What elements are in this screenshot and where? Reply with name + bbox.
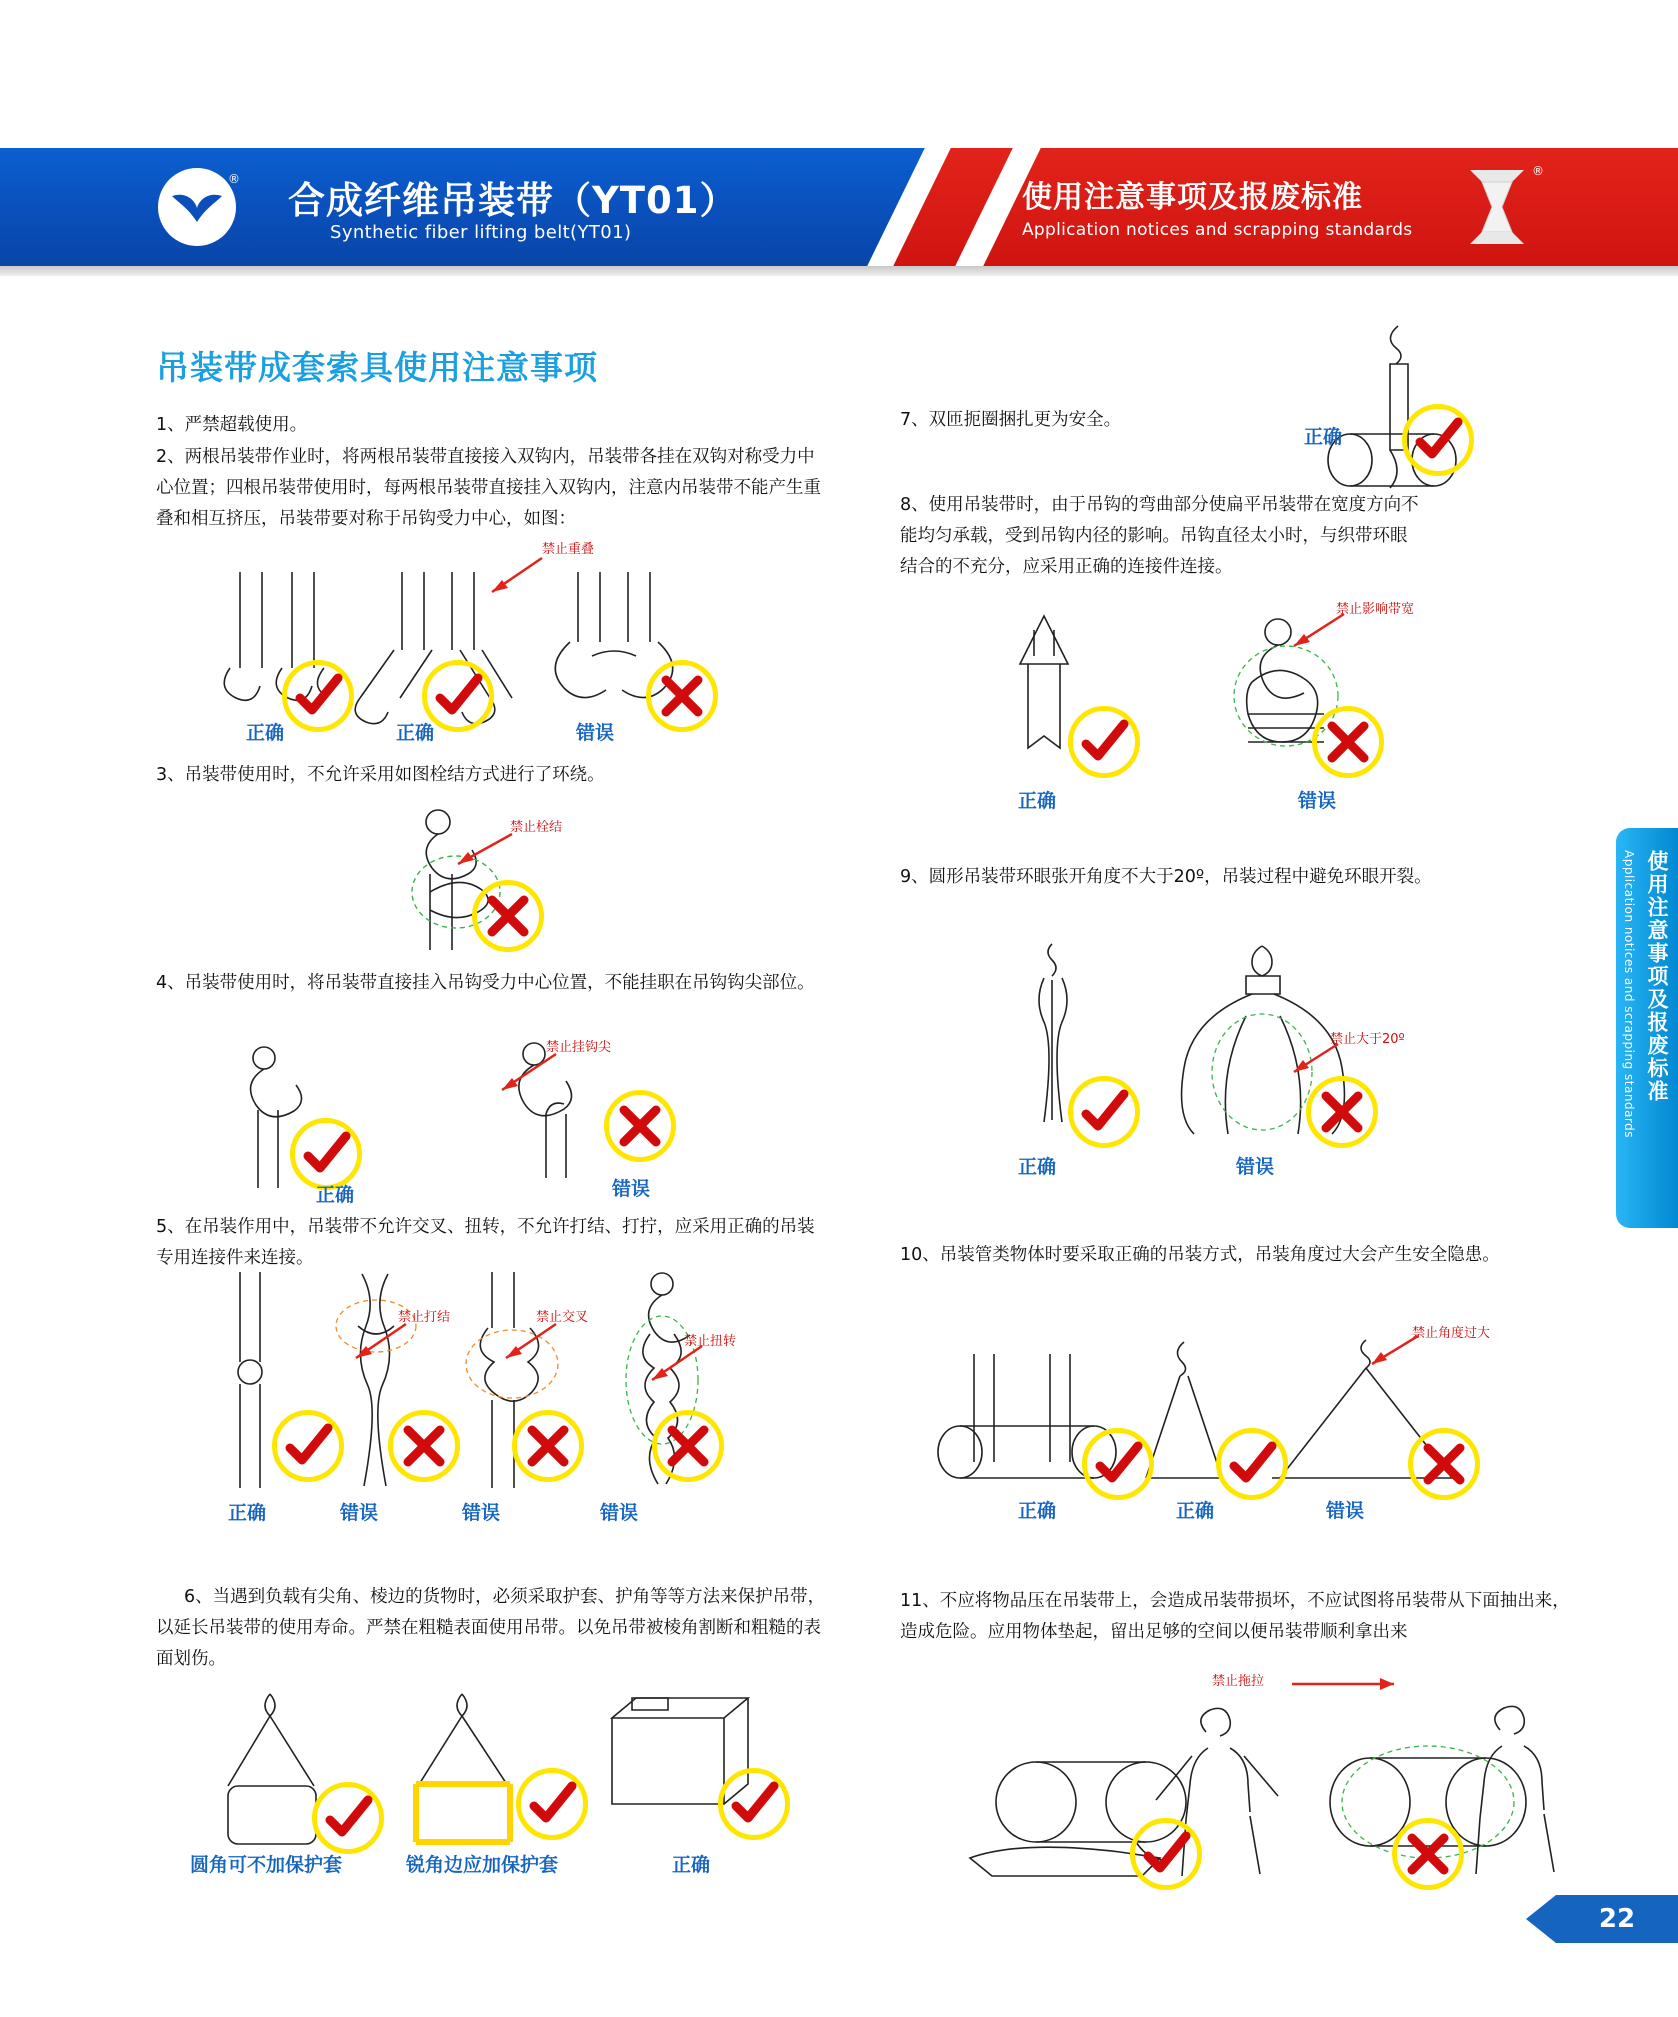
fig2-warning-label: 禁止重叠 [542,542,595,557]
header-left-title-en: Synthetic fiber lifting belt(YT01) [330,222,632,243]
side-tab-label-cn: 使用注意事项及报废标准 [1645,850,1669,1103]
fig9-arrow-icon [1286,1040,1342,1080]
fig5-wrong-mark-3 [652,1410,724,1482]
fig6-correct-mark-2 [516,1768,588,1840]
left-item-5: 5、在吊装作用中，吊装带不允许交叉、扭转，不允许打结、打拧，应采用正确的吊装专用连接件来连接。 [156,1217,815,1268]
company-logo [158,168,240,246]
header-divider [0,266,1678,276]
fig6-label-a: 圆角可不加保护套 [190,1854,343,1876]
left-item-2: 2、两根吊装带作业时，将两根吊装带直接接入双钩内，吊装带各挂在双钩对称受力中心位置；四根吊装带使用时，每两根吊装带直接挂入双钩内，注意内吊装带不能产生重叠和相互挤压，吊装带要对称于吊钩受力中心，如图： [156,447,821,529]
fig2-correct-mark-1 [282,660,354,732]
bird-icon [170,190,224,224]
right-item-10: 10、吊装管类物体时要采取正确的吊装方式，吊装角度过大会产生安全隐患。 [900,1245,1500,1265]
figure-7 [1240,320,1540,500]
fig10-label-wrong: 错误 [1326,1500,1365,1522]
fig8-label-correct: 正确 [1018,790,1057,812]
fig5-label-wrong-2: 错误 [462,1502,501,1524]
right-item-8: 8、使用吊装带时，由于吊钩的弯曲部分使扁平吊装带在宽度方向不能均匀承载，受到吊钩内径的影响。吊钩直径太小时，与织带环眼结合的不充分，应采用正确的连接件连接。 [900,495,1419,577]
fig7-label-correct: 正确 [1304,426,1343,448]
fig8-correct-mark [1068,706,1140,778]
fig10-correct-mark-1 [1082,1428,1154,1500]
fig3-wrong-mark [472,880,544,952]
fig8-arrow-icon [1286,610,1348,654]
header-right-title-cn: 使用注意事项及报废标准 [1022,180,1363,215]
fig4-arrow-icon [490,1050,560,1098]
right-item-7: 7、双匝扼圈捆扎更为安全。 [900,410,1122,430]
fig9-wrong-mark [1306,1076,1378,1148]
left-item-3: 3、吊装带使用时，不允许采用如图栓结方式进行了环绕。 [156,765,605,785]
side-tab [1616,828,1678,1228]
fig2-wrong-mark [646,660,718,732]
fig5-wrong-mark-2 [512,1410,584,1482]
left-item-4: 4、吊装带使用时，将吊装带直接挂入吊钩受力中心位置，不能挂职在吊钩钩尖部位。 [156,973,815,993]
section-title: 吊装带成套索具使用注意事项 [156,348,598,387]
fig4-label-correct: 正确 [316,1184,355,1206]
brand-mark-icon [1462,164,1544,248]
right-item-9: 9、圆形吊装带环眼张开角度不大于20º，吊装过程中避免环眼开裂。 [900,867,1432,887]
left-item-6: 6、当遇到负载有尖角、棱边的货物时，必须采取护套、护角等等方法来保护吊带，以延长吊装带的使用寿命。严禁在粗糙表面使用吊带。以免吊带被棱角割断和粗糙的表面划伤。 [156,1587,826,1669]
fig5-label-wrong-1: 错误 [340,1502,379,1524]
fig6-correct-mark-1 [312,1782,384,1854]
right-item-11: 11、不应将物品压在吊装带上，会造成吊装带损坏，不应试图将吊装带从下面抽出来，造成危险。应用物体垫起，留出足够的空间以便吊装带顺利拿出来 [900,1591,1570,1642]
fig5-warning-label-1: 禁止打结 [398,1310,451,1325]
registered-mark-right: ® [1532,164,1544,178]
fig10-correct-mark-2 [1216,1428,1288,1500]
fig5-arrow-icon-2 [498,1320,560,1366]
page-number: 22 [1556,1895,1678,1943]
figure-11 [940,1674,1580,1910]
fig7-correct-mark [1402,404,1474,476]
fig6-label-b: 锐角边应加保护套 [406,1854,559,1876]
header-left-title-cn: 合成纤维吊装带（YT01） [288,179,738,222]
fig6-correct-mark-3 [718,1768,790,1840]
fig5-warning-label-3: 禁止扭转 [684,1334,737,1349]
fig3-warning-label: 禁止栓结 [510,820,563,835]
fig11-warning-label: 禁止拖拉 [1212,1674,1265,1689]
fig9-label-wrong: 错误 [1236,1156,1275,1178]
fig8-label-wrong: 错误 [1298,790,1337,812]
fig5-label-correct: 正确 [228,1502,267,1524]
fig5-warning-label-2: 禁止交叉 [536,1310,589,1325]
registered-mark-left: ® [228,172,240,186]
figure-3 [400,800,700,960]
header-right-title-en: Application notices and scrapping standards [1022,220,1413,240]
fig3-arrow-icon [448,830,518,872]
fig10-wrong-mark [1408,1428,1480,1500]
fig5-arrow-icon-3 [644,1342,706,1388]
fig10-warning-label: 禁止角度过大 [1412,1326,1491,1341]
fig4-label-wrong: 错误 [612,1178,651,1200]
fig9-label-correct: 正确 [1018,1156,1057,1178]
fig6-label-c: 正确 [672,1854,711,1876]
fig5-label-wrong-3: 错误 [600,1502,639,1524]
fig5-arrow-icon-1 [348,1320,410,1366]
side-tab-label-en: Application notices and scrapping standards [1622,850,1636,1139]
fig2-label-wrong: 错误 [576,722,615,744]
fig2-label-correct-2: 正确 [396,722,435,744]
fig10-arrow-icon [1364,1332,1422,1372]
left-item-1: 1、严禁超载使用。 [156,415,308,435]
page-header [0,148,1678,266]
fig11-arrow-icon [1290,1672,1400,1694]
fig4-wrong-mark [604,1090,676,1162]
figure-6 [212,1690,772,1870]
fig2-arrow-icon [484,554,546,600]
fig4-warning-label: 禁止挂钩尖 [546,1040,612,1055]
fig10-label-correct-2: 正确 [1176,1500,1215,1522]
fig5-wrong-mark-1 [388,1410,460,1482]
fig11-correct-mark [1130,1818,1202,1890]
fig2-label-correct-1: 正确 [246,722,285,744]
fig8-wrong-mark [1312,706,1384,778]
fig11-wrong-mark [1392,1818,1464,1890]
fig10-label-correct-1: 正确 [1018,1500,1057,1522]
fig8-warning-label: 禁止影响带宽 [1336,602,1415,617]
fig5-correct-mark [272,1410,344,1482]
fig9-correct-mark [1068,1076,1140,1148]
fig9-warning-label: 禁止大于20º [1330,1032,1405,1047]
